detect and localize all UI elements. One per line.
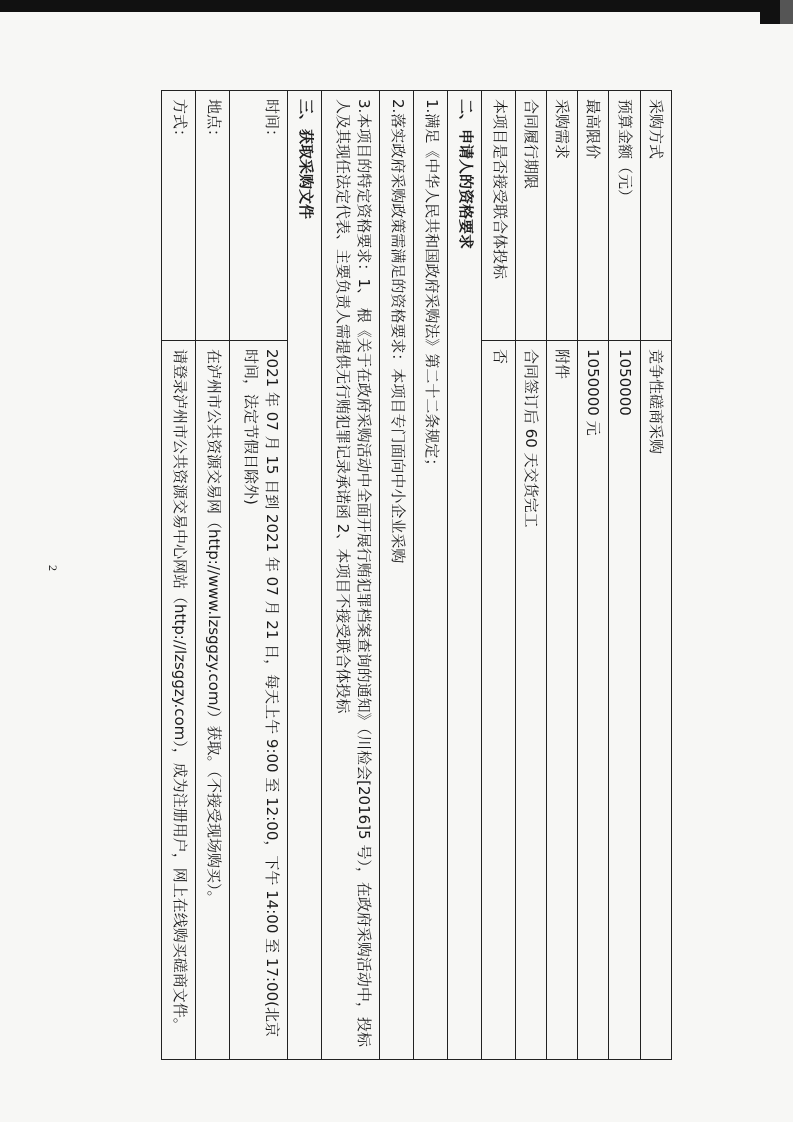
max-price-value: 1050000 元 <box>578 341 609 1060</box>
requirements-value: 附件 <box>547 341 578 1060</box>
method-value: 请登录泸州市公共资源交易中心网站（http://lzsggzy.com），成为注册用户，网上在线购买磋商文件。 <box>161 341 195 1060</box>
table-row <box>287 91 321 1060</box>
table-row <box>195 91 229 1060</box>
obtain-heading: 三、获取采购文件 <box>287 91 321 1060</box>
page-number: 2 <box>46 565 60 571</box>
qualification-item-1: 1.满足《中华人民共和国政府采购法》第二十二条规定； <box>413 91 447 1060</box>
place-value: 在泸州市公共资源交易网（http://www.lzsggzy.com/）获取。（不接受现场购买）。 <box>195 341 229 1060</box>
max-price-label: 最高限价 <box>578 91 609 341</box>
table-row <box>547 91 578 1060</box>
table-row <box>640 91 671 1060</box>
procurement-table <box>161 90 672 1060</box>
qualification-item-3: 3.本项目的特定资格要求：1、 根《关于在政府采购活动中全面开展行贿犯罪档案查询的通知》（川检会[2016]5 号），在政府采购活动中，投标人及其现任法定代表、主要负责人需提供无行贿犯罪记录承诺函 2、本项目不接受联合体投标 <box>321 91 379 1060</box>
table-row <box>413 91 447 1060</box>
table-row <box>515 91 546 1060</box>
table-row <box>321 91 379 1060</box>
time-value: 2021 年 07 月 15 日到 2021 年 07 月 21 日，每天上午 9:00 至 12:00，下午 14:00 至 17:00(北京时间，法定节假日除外) <box>229 341 287 1060</box>
table-row <box>481 91 515 1060</box>
qualifications-heading: 二、申请人的资格要求 <box>447 91 481 1060</box>
scan-border <box>0 0 793 12</box>
qualification-item-2: 2.落实政府采购政策需满足的资格要求：本项目专门面向中小企业采购 <box>379 91 413 1060</box>
time-label: 时间： <box>229 91 287 341</box>
table-row <box>578 91 609 1060</box>
method-label: 方式： <box>161 91 195 341</box>
contract-period-label: 合同履行期限 <box>515 91 546 341</box>
table-row <box>609 91 640 1060</box>
procurement-method-label: 采购方式 <box>640 91 671 341</box>
requirements-label: 采购需求 <box>547 91 578 341</box>
table-row <box>379 91 413 1060</box>
table-row <box>229 91 287 1060</box>
scan-corner <box>760 0 793 24</box>
budget-value: 1050000 <box>609 341 640 1060</box>
table-row <box>161 91 195 1060</box>
budget-label: 预算金额（元） <box>609 91 640 341</box>
rotated-document <box>142 90 672 1060</box>
procurement-method-value: 竞争性磋商采购 <box>640 341 671 1060</box>
consortium-value: 否 <box>481 341 515 1060</box>
contract-period-value: 合同签订后 60 天交货完工 <box>515 341 546 1060</box>
table-row <box>447 91 481 1060</box>
place-label: 地点： <box>195 91 229 341</box>
consortium-label: 本项目是否接受联合体投标 <box>481 91 515 341</box>
